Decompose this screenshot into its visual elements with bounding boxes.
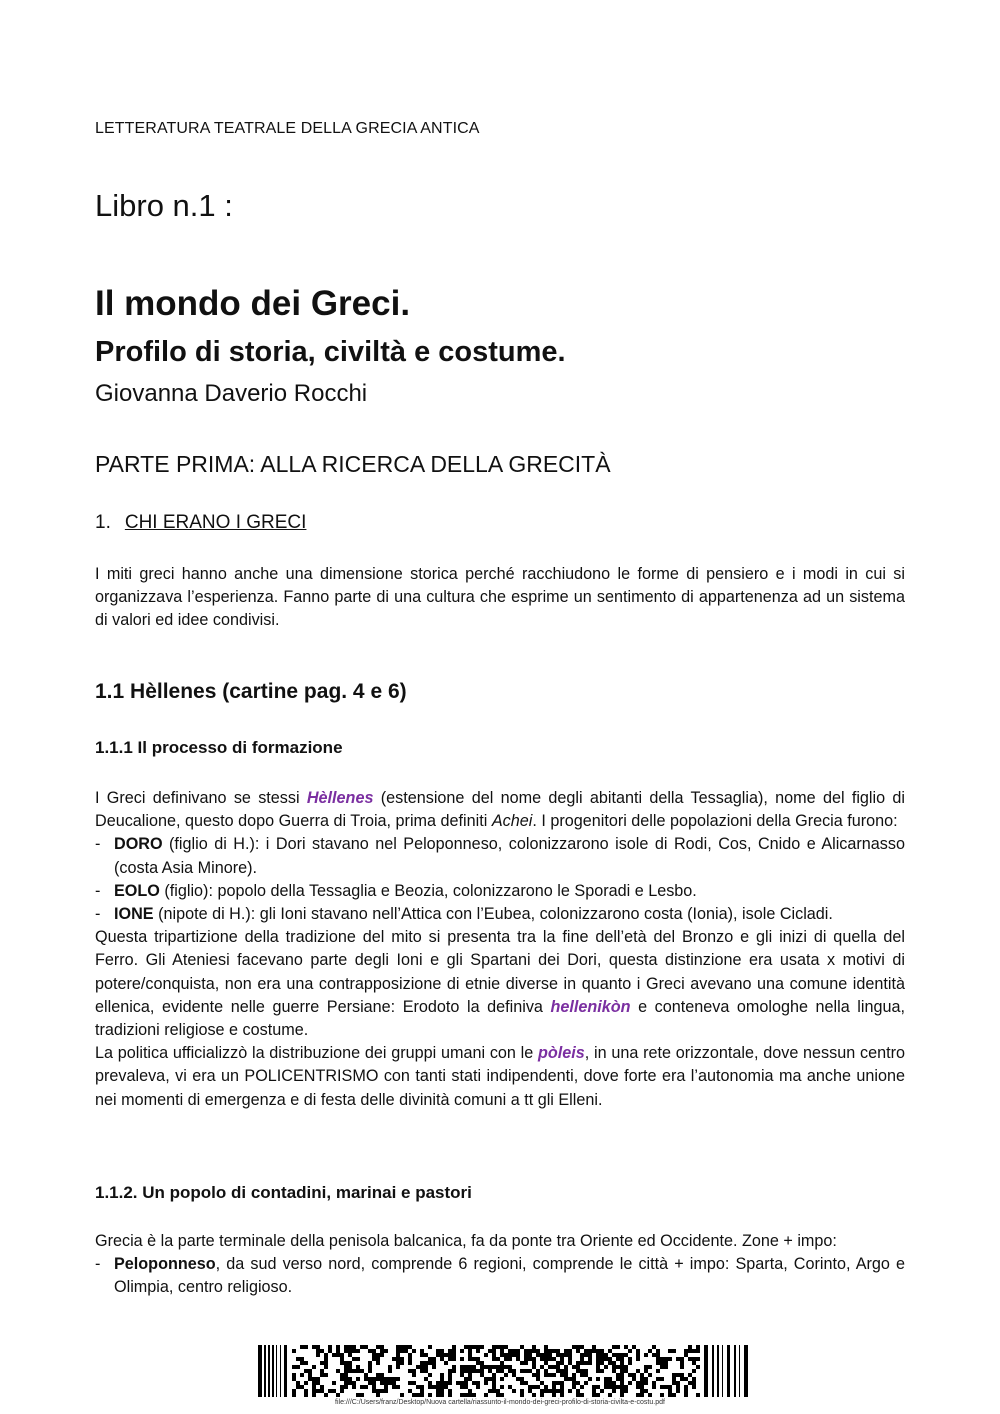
chapter-heading [95, 512, 905, 534]
paragraph [95, 787, 905, 833]
section-heading-1-1-2: 1.1.2. Un popolo di contadini, marinai e pastori [95, 1183, 472, 1202]
intro-paragraph: I miti greci hanno anche una dimensione storica perché racchiudono le forme di pensiero e i modi in cui si organizzava l’esperienza. Fanno parte di una cultura che esprime un sentimento di appartenenza ad un sistema di valori ed idee condivisi. [95, 565, 905, 630]
term-achei: Achei [491, 812, 533, 831]
section-1-1-1-body [95, 787, 905, 1112]
regions-list [95, 1253, 905, 1299]
barcode-icon [258, 1345, 750, 1397]
dash-bullet: - [95, 1255, 101, 1274]
text-run: , in una rete orizzontale, dove nessun centro prevaleva, vi era un POLICENTRISMO con tanti stati indipendenti, dove forte era l’autonomia ma anche unione nei momenti di emergenza e di festa delle divinità comuni a tt gli Elleni. [95, 1044, 905, 1109]
book-author: Giovanna Daverio Rocchi [95, 380, 368, 407]
list-item-text: (figlio): popolo della Tessaglia e Beozia, colonizzarono le Sporadi e Lesbo. [159, 881, 697, 900]
list-item-text: , da sud verso nord, comprende 6 regioni, comprende le città + impo: Sparta, Corinto, Argo e Olimpia, centro religioso. [114, 1255, 905, 1297]
term-hellenes: Hèllenes [306, 789, 374, 807]
list-item-name: IONE [114, 905, 154, 924]
list-item [95, 903, 905, 926]
section-1-1-2-body [95, 1230, 905, 1300]
text-run: (estensione del nome degli abitanti della Tessaglia), nome del figlio di Deucalione, questo dopo Guerra di Troia, prima definiti [95, 789, 905, 831]
dash-bullet: - [95, 881, 101, 900]
paragraph [95, 926, 905, 1042]
term-hellenikon: hellenikòn [550, 997, 631, 1016]
list-item-text: (nipote di H.): gli Ioni stavano nell’Attica con l’Eubea, colonizzarono costa (Ionia), isole Cicladi. [153, 905, 833, 924]
text-run: e conteneva omologhe nella lingua, tradizioni religiose e costume. [95, 997, 905, 1040]
section-heading-1-1: 1.1 Hèllenes (cartine pag. 4 e 6) [95, 680, 407, 703]
file-path-footer: file:///C:/Users/franz/Desktop/Nuova cartella/riassunto-il-mondo-dei-greci-profilo-di-storia-civilta-e-costu.pdf [335, 1399, 665, 1406]
chapter-title: CHI ERANO I GRECI [124, 512, 307, 533]
book-label: Libro n.1 : [95, 188, 233, 223]
paragraph [95, 1042, 905, 1112]
part-title: PARTE PRIMA: ALLA RICERCA DELLA GRECITÀ [95, 451, 611, 477]
list-item-name: DORO [114, 835, 163, 854]
dash-bullet: - [95, 905, 101, 924]
course-header: LETTERATURA TEATRALE DELLA GRECIA ANTICA [95, 120, 480, 137]
dash-bullet: - [95, 835, 101, 854]
list-item [95, 880, 905, 903]
section-heading-1-1-1: 1.1.1 Il processo di formazione [95, 738, 343, 757]
book-title: Il mondo dei Greci. [95, 284, 411, 323]
text-run: . I progenitori delle popolazioni della Grecia furono: [532, 812, 898, 831]
text-run: La politica ufficializzò la distribuzione dei gruppi umani con le [95, 1044, 538, 1063]
progenitors-list [95, 833, 905, 926]
list-item-name: EOLO [114, 881, 160, 900]
list-item [95, 1253, 905, 1299]
paragraph: Grecia è la parte terminale della penisola balcanica, fa da ponte tra Oriente ed Occidente. Zone + impo: [95, 1232, 837, 1250]
chapter-number: 1. [95, 512, 111, 533]
list-item-name: Peloponneso [114, 1255, 216, 1274]
list-item-text: (figlio di H.): i Dori stavano nel Peloponneso, colonizzarono isole di Rodi, Cos, Cnido e Alicarnasso (costa Asia Minore). [114, 835, 905, 877]
list-item [95, 833, 905, 879]
text-run: Questa tripartizione della tradizione del mito si presenta tra la fine dell’età del Bronzo e gli inizi di quella del Ferro. Gli Ateniesi facevano parte degli Ioni e gli Spartani dei Dori, questa distinzione era usata x motivi di potere/conquista, non era una contrapposizione di etnie diverse in quanto i Greci avevano una comune identità ellenica, evidente nelle guerre Persiane: Erodoto la definiva [95, 928, 905, 1016]
text-run: I Greci definivano se stessi [95, 789, 307, 807]
book-subtitle: Profilo di storia, civiltà e costume. [95, 336, 566, 368]
term-poleis: pòleis [537, 1044, 585, 1063]
